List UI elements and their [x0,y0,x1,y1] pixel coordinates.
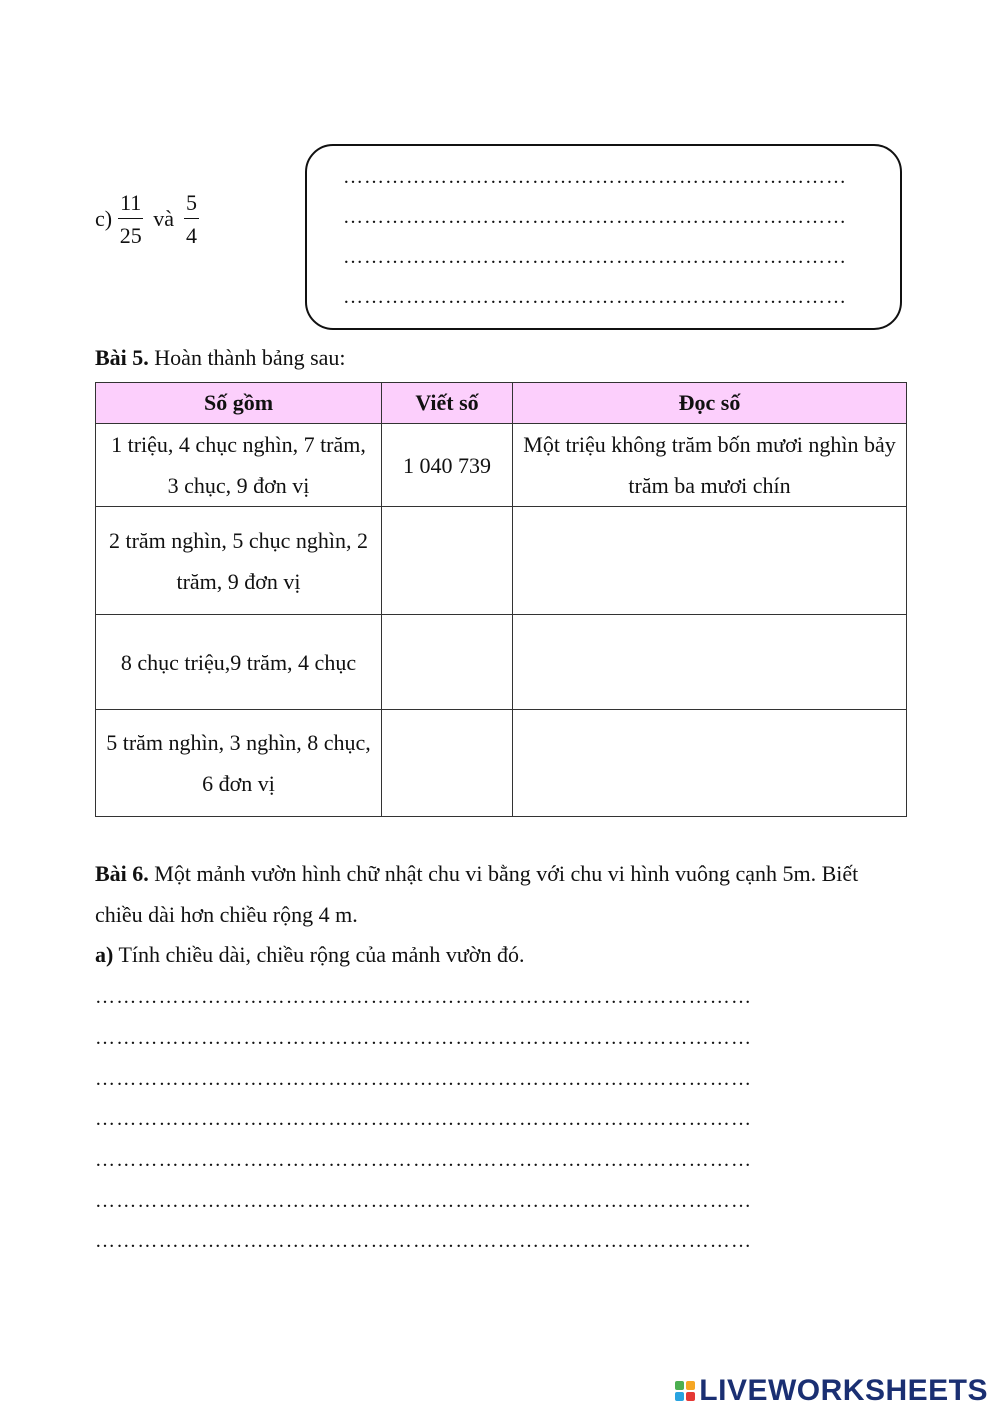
answer-line-6[interactable]: ………………………………………………………………………………… [95,1190,753,1212]
answer-line-1[interactable]: ………………………………………………………………………………… [95,986,753,1008]
answer-line-5[interactable]: ………………………………………………………………………………… [95,1149,753,1171]
bai6-text-2: chiều dài hơn chiều rộng 4 m. [95,902,358,927]
cell-viet-so: 1 040 739 [382,424,513,507]
fraction1-denominator: 25 [119,222,142,248]
cell-viet-so-input[interactable] [382,507,513,615]
fraction2-denominator: 4 [186,222,198,248]
cell-so-gom: 1 triệu, 4 chục nghìn, 7 trăm, 3 chục, 9 đơn vị [96,424,382,507]
part-a-text: Tính chiều dài, chiều rộng của mảnh vườn đó. [118,942,525,967]
answer-line-4[interactable]: ………………………………………………………………………………… [95,1108,753,1130]
answer-line-3[interactable]: ………………………………………………………………………………… [95,1068,753,1090]
fraction2-numerator: 5 [184,192,199,219]
cell-doc-so-input[interactable] [513,507,907,615]
part-c-label: c) [95,206,113,231]
answer-box-line-3[interactable]: ……………………………………………………………… [343,246,847,268]
answer-line-7[interactable]: ………………………………………………………………………………… [95,1230,753,1252]
table-row [96,507,907,615]
part-a-label: a) [95,942,114,967]
fraction-11-25 [118,189,143,248]
liveworksheets-logo [675,1374,988,1408]
bai5-heading [95,345,346,371]
part-c-fractions [95,188,205,250]
table-row [96,615,907,710]
connector-text: và [153,206,175,231]
cell-so-gom: 2 trăm nghìn, 5 chục nghìn, 2 trăm, 9 đơn vị [96,507,382,615]
table-row [96,710,907,817]
answer-box-line-2[interactable]: ……………………………………………………………… [343,206,847,228]
cell-viet-so-input[interactable] [382,710,513,817]
answer-line-2[interactable]: ………………………………………………………………………………… [95,1027,753,1049]
header-viet-so: Viết số [382,383,513,424]
bai5-label: Bài 5. [95,345,149,370]
cell-doc-so-input[interactable] [513,710,907,817]
cell-so-gom: 8 chục triệu,9 trăm, 4 chục [96,615,382,710]
bai5-instruction: Hoàn thành bảng sau: [154,345,346,370]
cell-doc-so: Một triệu không trăm bốn mươi nghìn bảy trăm ba mươi chín [513,424,907,507]
header-doc-so: Đọc số [513,383,907,424]
logo-square-icon [686,1381,695,1390]
bai5-table [95,382,907,817]
table-row [96,424,907,507]
bai6-part-a [95,942,524,968]
header-so-gom: Số gồm [96,383,382,424]
bai6-label: Bài 6. [95,861,149,886]
bai6-text-1: Một mảnh vườn hình chữ nhật chu vi bằng với chu vi hình vuông cạnh 5m. Biết [154,861,859,886]
logo-square-icon [675,1392,684,1401]
table-header-row [96,383,907,424]
bai6-line-1 [95,861,858,887]
logo-mark-icon [675,1381,695,1401]
cell-doc-so-input[interactable] [513,615,907,710]
cell-viet-so-input[interactable] [382,615,513,710]
cell-so-gom: 5 trăm nghìn, 3 nghìn, 8 chục, 6 đơn vị [96,710,382,817]
logo-square-icon [675,1381,684,1390]
answer-box-line-4[interactable]: ……………………………………………………………… [343,286,847,308]
answer-box-line-1[interactable]: ……………………………………………………………… [343,166,847,188]
logo-square-icon [686,1392,695,1401]
fraction1-numerator: 11 [118,192,143,219]
answer-box[interactable] [305,144,902,330]
fraction-5-4 [184,189,199,248]
logo-text: LIVEWORKSHEETS [699,1374,988,1407]
